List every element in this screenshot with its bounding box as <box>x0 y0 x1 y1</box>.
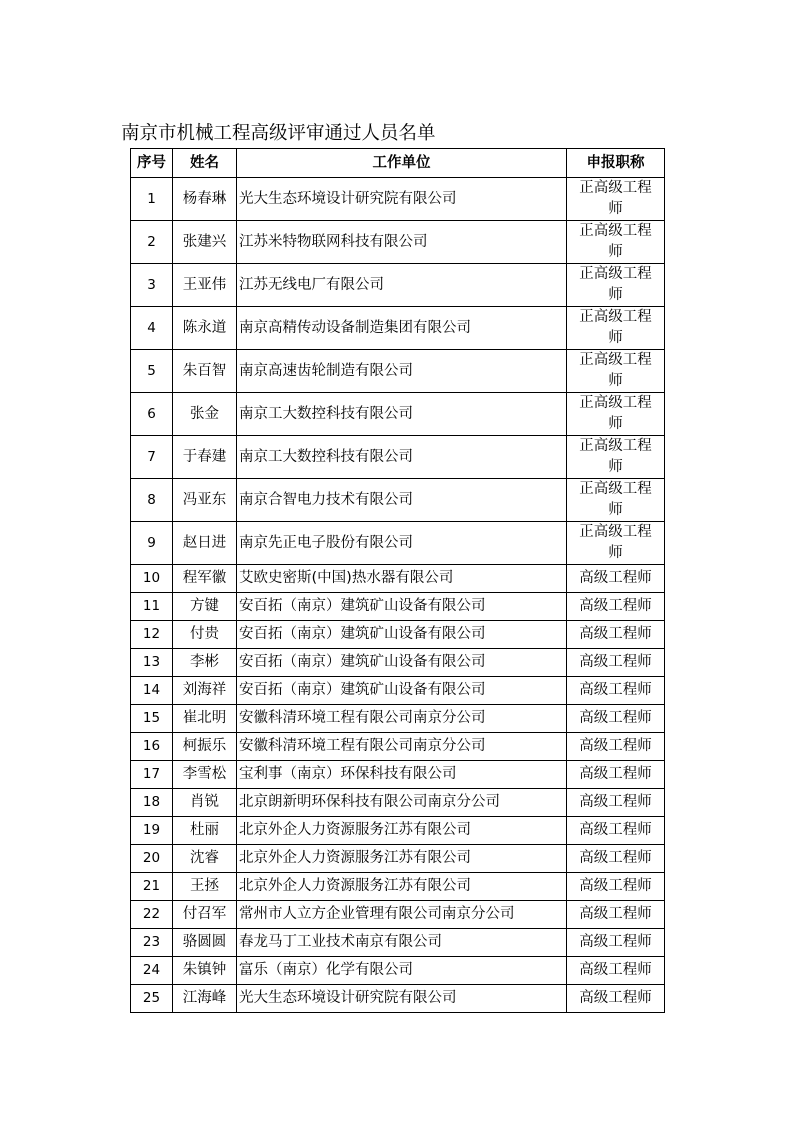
cell-title: 高级工程师 <box>567 565 665 593</box>
cell-name: 崔北明 <box>173 705 237 733</box>
cell-title: 高级工程师 <box>567 873 665 901</box>
table-row <box>131 873 665 901</box>
cell-name: 沈睿 <box>173 845 237 873</box>
cell-index: 10 <box>131 565 173 593</box>
cell-title: 正高级工程师 <box>567 307 665 350</box>
cell-index: 1 <box>131 178 173 221</box>
table-row <box>131 761 665 789</box>
cell-organization: 南京工大数控科技有限公司 <box>237 436 567 479</box>
cell-index: 18 <box>131 789 173 817</box>
cell-organization: 北京外企人力资源服务江苏有限公司 <box>237 845 567 873</box>
cell-title: 高级工程师 <box>567 817 665 845</box>
cell-name: 朱镇钟 <box>173 957 237 985</box>
cell-name: 王拯 <box>173 873 237 901</box>
table-row <box>131 705 665 733</box>
table-row <box>131 479 665 522</box>
cell-organization: 北京朗新明环保科技有限公司南京分公司 <box>237 789 567 817</box>
table-row <box>131 985 665 1013</box>
cell-title: 高级工程师 <box>567 845 665 873</box>
cell-index: 21 <box>131 873 173 901</box>
table-row <box>131 929 665 957</box>
table-row <box>131 621 665 649</box>
cell-index: 16 <box>131 733 173 761</box>
cell-organization: 常州市人立方企业管理有限公司南京分公司 <box>237 901 567 929</box>
cell-organization: 艾欧史密斯(中国)热水器有限公司 <box>237 565 567 593</box>
cell-name: 张金 <box>173 393 237 436</box>
cell-name: 李雪松 <box>173 761 237 789</box>
cell-name: 于春建 <box>173 436 237 479</box>
cell-name: 江海峰 <box>173 985 237 1013</box>
table-row <box>131 178 665 221</box>
cell-organization: 南京先正电子股份有限公司 <box>237 522 567 565</box>
cell-name: 杨春琳 <box>173 178 237 221</box>
cell-title: 高级工程师 <box>567 621 665 649</box>
cell-organization: 安徽科清环境工程有限公司南京分公司 <box>237 705 567 733</box>
cell-title: 正高级工程师 <box>567 221 665 264</box>
cell-organization: 南京高精传动设备制造集团有限公司 <box>237 307 567 350</box>
cell-index: 5 <box>131 350 173 393</box>
cell-name: 朱百智 <box>173 350 237 393</box>
cell-organization: 江苏米特物联网科技有限公司 <box>237 221 567 264</box>
cell-name: 赵日进 <box>173 522 237 565</box>
cell-organization: 北京外企人力资源服务江苏有限公司 <box>237 817 567 845</box>
table-row <box>131 817 665 845</box>
cell-title: 高级工程师 <box>567 761 665 789</box>
cell-organization: 南京合智电力技术有限公司 <box>237 479 567 522</box>
cell-title: 高级工程师 <box>567 789 665 817</box>
cell-name: 冯亚东 <box>173 479 237 522</box>
cell-index: 25 <box>131 985 173 1013</box>
cell-organization: 春龙马丁工业技术南京有限公司 <box>237 929 567 957</box>
cell-index: 19 <box>131 817 173 845</box>
cell-index: 9 <box>131 522 173 565</box>
cell-organization: 安百拓（南京）建筑矿山设备有限公司 <box>237 649 567 677</box>
cell-index: 15 <box>131 705 173 733</box>
cell-index: 7 <box>131 436 173 479</box>
cell-title: 高级工程师 <box>567 593 665 621</box>
cell-index: 17 <box>131 761 173 789</box>
cell-organization: 安徽科清环境工程有限公司南京分公司 <box>237 733 567 761</box>
cell-name: 杜丽 <box>173 817 237 845</box>
cell-index: 11 <box>131 593 173 621</box>
cell-index: 2 <box>131 221 173 264</box>
table-row <box>131 264 665 307</box>
table-row <box>131 789 665 817</box>
cell-organization: 宝利事（南京）环保科技有限公司 <box>237 761 567 789</box>
header-organization: 工作单位 <box>237 149 567 178</box>
cell-title: 正高级工程师 <box>567 350 665 393</box>
table-row <box>131 733 665 761</box>
cell-organization: 江苏无线电厂有限公司 <box>237 264 567 307</box>
header-index: 序号 <box>131 149 173 178</box>
cell-index: 8 <box>131 479 173 522</box>
cell-organization: 富乐（南京）化学有限公司 <box>237 957 567 985</box>
table-row <box>131 393 665 436</box>
cell-name: 肖锐 <box>173 789 237 817</box>
cell-organization: 光大生态环境设计研究院有限公司 <box>237 985 567 1013</box>
table-header-row <box>131 149 665 178</box>
cell-name: 张建兴 <box>173 221 237 264</box>
cell-title: 正高级工程师 <box>567 264 665 307</box>
roster-table <box>130 148 665 1013</box>
cell-organization: 安百拓（南京）建筑矿山设备有限公司 <box>237 621 567 649</box>
cell-title: 高级工程师 <box>567 705 665 733</box>
table-row <box>131 957 665 985</box>
cell-organization: 南京工大数控科技有限公司 <box>237 393 567 436</box>
cell-organization: 北京外企人力资源服务江苏有限公司 <box>237 873 567 901</box>
cell-title: 正高级工程师 <box>567 436 665 479</box>
table-row <box>131 845 665 873</box>
header-title: 申报职称 <box>567 149 665 178</box>
cell-name: 刘海祥 <box>173 677 237 705</box>
cell-name: 方键 <box>173 593 237 621</box>
table-row <box>131 565 665 593</box>
cell-name: 付召军 <box>173 901 237 929</box>
cell-name: 陈永道 <box>173 307 237 350</box>
cell-title: 高级工程师 <box>567 985 665 1013</box>
cell-title: 正高级工程师 <box>567 479 665 522</box>
table-row <box>131 436 665 479</box>
cell-index: 6 <box>131 393 173 436</box>
header-name: 姓名 <box>173 149 237 178</box>
cell-index: 12 <box>131 621 173 649</box>
cell-index: 4 <box>131 307 173 350</box>
cell-index: 14 <box>131 677 173 705</box>
cell-organization: 南京高速齿轮制造有限公司 <box>237 350 567 393</box>
table-row <box>131 307 665 350</box>
cell-name: 李彬 <box>173 649 237 677</box>
cell-index: 20 <box>131 845 173 873</box>
cell-name: 程军徽 <box>173 565 237 593</box>
cell-title: 高级工程师 <box>567 957 665 985</box>
cell-index: 24 <box>131 957 173 985</box>
cell-index: 3 <box>131 264 173 307</box>
cell-organization: 安百拓（南京）建筑矿山设备有限公司 <box>237 593 567 621</box>
cell-name: 柯振乐 <box>173 733 237 761</box>
cell-title: 正高级工程师 <box>567 522 665 565</box>
cell-title: 高级工程师 <box>567 733 665 761</box>
cell-index: 23 <box>131 929 173 957</box>
cell-title: 高级工程师 <box>567 677 665 705</box>
table-row <box>131 593 665 621</box>
table-row <box>131 522 665 565</box>
cell-name: 王亚伟 <box>173 264 237 307</box>
cell-title: 正高级工程师 <box>567 393 665 436</box>
cell-title: 高级工程师 <box>567 649 665 677</box>
document-title: 南京市机械工程高级评审通过人员名单 <box>121 123 436 144</box>
cell-index: 22 <box>131 901 173 929</box>
table-row <box>131 350 665 393</box>
cell-title: 高级工程师 <box>567 901 665 929</box>
cell-title: 正高级工程师 <box>567 178 665 221</box>
cell-index: 13 <box>131 649 173 677</box>
table-row <box>131 221 665 264</box>
roster-body <box>131 178 665 1013</box>
table-row <box>131 649 665 677</box>
cell-organization: 光大生态环境设计研究院有限公司 <box>237 178 567 221</box>
table-row <box>131 677 665 705</box>
cell-organization: 安百拓（南京）建筑矿山设备有限公司 <box>237 677 567 705</box>
cell-name: 骆圆圆 <box>173 929 237 957</box>
cell-title: 高级工程师 <box>567 929 665 957</box>
cell-name: 付贵 <box>173 621 237 649</box>
table-row <box>131 901 665 929</box>
